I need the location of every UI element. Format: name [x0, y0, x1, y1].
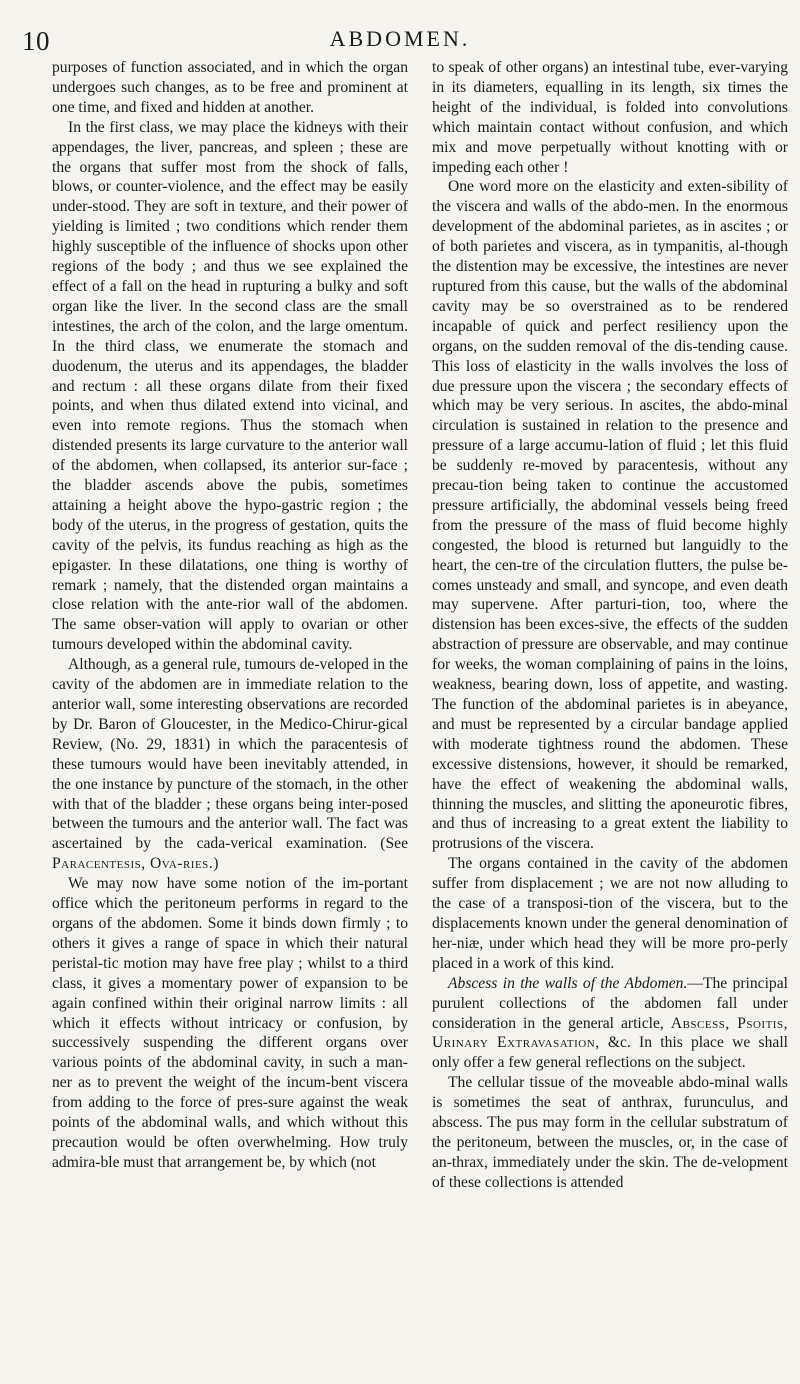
left-paragraph-3 — [52, 655, 408, 874]
left-column — [52, 58, 408, 1193]
page-number: 10 — [22, 26, 50, 56]
left-paragraph-3-text: Although, as a general rule, tumours de-veloped in the cavity of the abdomen are in immediate relation to the anterior wall, some interesting observations are recorded by Dr. Baron of Gloucester, in the Medico-Chirur-gical Review, (No. 29, 1831) in which the paracentesis of these tumours would have been inevitably attended, in the one instance by puncture of the stomach, in the other with that of the bladder ; these organs being inter-posed between the tumours and the anterior wall. The fact was ascertained by the cada-verical examination. (See — [52, 656, 408, 853]
right-paragraph-3: The organs contained in the cavity of the abdomen suffer from displacement ; we are not now alluding to the case of a transposi-tion of the viscera, but to the displacements known under the general denomination of her-niæ, under which head they will be more pro-perly placed in a work of this kind. — [432, 855, 788, 972]
running-title: ABDOMEN. — [329, 26, 471, 51]
heading-dash: — — [687, 974, 703, 992]
right-paragraph-5: The cellular tissue of the moveable abdo-minal walls is sometimes the seat of anthrax, furunculus, and abscess. The pus may form in the cellular substratum of the peritoneum, between the muscles, or, in the case of an-thrax, immediately under the skin. The de-velopment of these collections is attended — [432, 1074, 788, 1191]
cross-reference-abscess: Abscess, Psoitis, Urinary Extravasation, — [432, 1014, 788, 1052]
left-paragraph-4: We may now have some notion of the im-portant office which the peritoneum performs in regard to the organs of the abdomen. Some it binds down firmly ; to others it gives a range of space in which their natural peristal-tic motion may have free play ; whilst to a third class, it gives a momentary power of expansion to be again confined within their original narrow limits : all which it effects without intricacy or confusion, by successively suspending the different organs over various points of the abdominal cavity, in such a man-ner as to prevent the weight of the incum-bent viscera from adding to the force of pres-sure against the weak points of the abdominal walls, and which without this precaution would be often overwhelming. How truly admira-ble must that arrangement be, by which (not — [52, 875, 408, 1171]
right-paragraph-1: to speak of other organs) an intestinal tube, ever-varying in its diameters, equalling in its length, six times the height of the individual, is folded into convolutions which maintain contact without confusion, and which mix and move perpetually without knotting with or impeding each other ! — [432, 59, 788, 176]
right-column — [432, 58, 788, 1193]
right-paragraph-2: One word more on the elasticity and exten-sibility of the viscera and walls of the abdo-men. In the enormous development of the abdominal parietes, as in ascites ; or of both parietes and viscera, as in tympanitis, al-though the distention may be excessive, the intestines are never ruptured from this cause, but the walls of the abdominal cavity may be so overstrained as to be rendered incapable of quick and perfect resiliency upon the organs, on the sudden removal of the dis-tending cause. This loss of elasticity in the walls involves the loss of due pressure upon the viscera ; the secondary effects of which may be very serious. In ascites, the abdo-minal circulation is sustained in relation to the presence and pressure of a large accumu-lation of fluid ; let this fluid be suddenly re-moved by paracentesis, without any precau-tion being taken to continue the accustomed pressure artificially, the abdominal vessels being freed from the pressure of the mass of fluid become highly congested, the blood is returned but languidly to the heart, the cen-tre of the circulation flutters, the pulse be-comes unsteady and small, and syncope, and even death may supervene. After parturi-tion, too, where the distension has been exces-sive, the effects of the sudden abstraction of pressure are observable, and may continue for weeks, the woman complaining of pains in the loins, weakness, bearing down, loss of appetite, and wasting. The function of the abdominal parietes is in abeyance, and must be represented by a circular bandage applied with moderate tightness round the abdomen. These excessive distensions, however, it should be remarked, have the effect of weakening the abdominal walls, thinning the muscles, and slitting the aponeurotic fibres, and thus of increasing to a great extent the liability to protrusions of the viscera. — [432, 178, 788, 853]
left-paragraph-1: purposes of function associated, and in which the organ undergoes such changes, as to be free and prominent at one time, and fixed and hidden at another. — [52, 59, 408, 116]
text-columns — [52, 58, 788, 1193]
right-paragraph-4-text: The principal purulent collections of the abdomen fall under consideration in the general article, — [432, 974, 788, 1032]
left-paragraph-2: In the first class, we may place the kidneys with their appendages, the liver, pancreas, and spleen ; these are the organs that suffer most from the shock of falls, blows, or counter-violence, and the effect may be easily under-stood. They are soft in texture, and their power of yielding is limited ; two conditions which render them highly susceptible of the influence of shocks upon other regions of the body ; and thus we see explained the effect of a fall on the head in rupturing a bulky and soft organ like the liver. In the second class are the small intestines, the arch of the colon, and the large omentum. In the third class, we enumerate the stomach and duodenum, the uterus and its appendages, the bladder and rectum : all these organs dilate from their fixed points, and when thus dilated extend into vicinal, and even into remote regions. Thus the stomach when distended presents its large curvature to the anterior wall of the abdomen, when collapsed, its anterior sur-face ; the bladder ascends above the pubis, sometimes attaining a height above the hypo-gastric region ; the body of the uterus, in the progress of gestation, quits the cavity of the pelvis, its fundus reaching as high as the epigaster. In these dilatations, one thing is worthy of remark ; namely, that the distended organ maintains a close relation with the ante-rior wall of the abdomen. The same obser-vation will apply to ovarian or other tumours developed within the abdominal cavity. — [52, 118, 408, 654]
left-paragraph-3-close: ) — [213, 855, 219, 873]
right-paragraph-4 — [432, 974, 788, 1074]
right-paragraph-4-tail: &c. In this place we shall only offer a few general reflections on the subject. — [432, 1034, 788, 1072]
section-heading-abscess: Abscess in the walls of the Abdomen. — [448, 974, 688, 992]
cross-reference-paracentesis: Paracentesis, Ova-ries. — [52, 855, 214, 873]
